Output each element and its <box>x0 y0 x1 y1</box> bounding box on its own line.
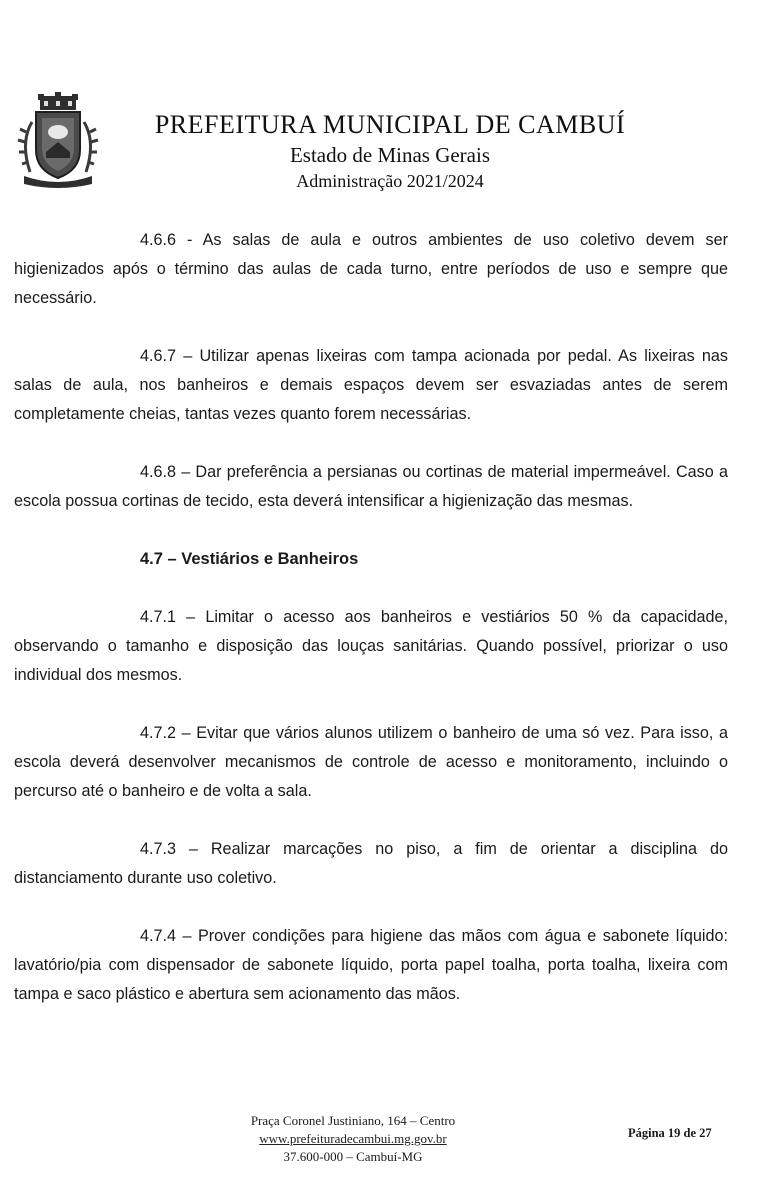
paragraph-4-7-4: 4.7.4 – Prover condições para higiene das mãos com água e sabonete líquido: lavatório/pia com dispensador de sabonete líquido, porta papel toalha, porta toalha, lixeira com tampa e saco plástico e abertura sem acionamento das mãos. <box>14 927 728 1003</box>
paragraph-4-6-8: 4.6.8 – Dar preferência a persianas ou cortinas de material impermeável. Caso a escola possua cortinas de tecido, esta deverá intensificar a higienização das mesmas. <box>14 463 728 510</box>
paragraph-4-7-1: 4.7.1 – Limitar o acesso aos banheiros e vestiários 50 % da capacidade, observando o tamanho e disposição das louças sanitárias. Quando possível, priorizar o uso individual dos mesmos. <box>14 608 728 684</box>
page-header <box>0 0 768 200</box>
municipal-coat-of-arms-icon <box>12 92 104 190</box>
administration-period: Administração 2021/2024 <box>296 171 484 191</box>
paragraph-4-7-2: 4.7.2 – Evitar que vários alunos utilizem o banheiro de uma só vez. Para isso, a escola deverá desenvolver mecanismos de controle de acesso e monitoramento, incluindo o percurso até o banheiro e de volta a sala. <box>14 724 728 800</box>
page-footer <box>0 1112 768 1192</box>
paragraph-4-6-7: 4.6.7 – Utilizar apenas lixeiras com tampa acionada por pedal. As lixeiras nas salas de aula, nos banheiros e demais espaços devem ser esvaziadas antes de serem completamente cheias, tantas vezes quanto forem necessárias. <box>14 347 728 423</box>
paragraph-4-7-3: 4.7.3 – Realizar marcações no piso, a fim de orientar a disciplina do distanciamento durante uso coletivo. <box>14 840 728 887</box>
footer-address: Praça Coronel Justiniano, 164 – Centro <box>250 1113 456 1128</box>
footer-postal-code: 37.600-000 – Cambuí-MG <box>283 1149 423 1164</box>
section-heading-4-7: 4.7 – Vestiários e Banheiros <box>140 550 359 568</box>
municipality-title: PREFEITURA MUNICIPAL DE CAMBUÍ <box>154 110 626 139</box>
footer-address-block <box>198 1112 508 1166</box>
footer-website-link[interactable]: www.prefeituradecambui.mg.gov.br <box>259 1131 447 1146</box>
state-subtitle: Estado de Minas Gerais <box>289 143 491 167</box>
page-number: Página 19 de 27 <box>628 1126 712 1140</box>
header-text <box>110 110 670 192</box>
paragraph-4-6-6: 4.6.6 - As salas de aula e outros ambientes de uso coletivo devem ser higienizados após o término das aulas de cada turno, entre períodos de uso e sempre que necessário. <box>14 231 728 307</box>
document-body <box>14 226 728 1038</box>
